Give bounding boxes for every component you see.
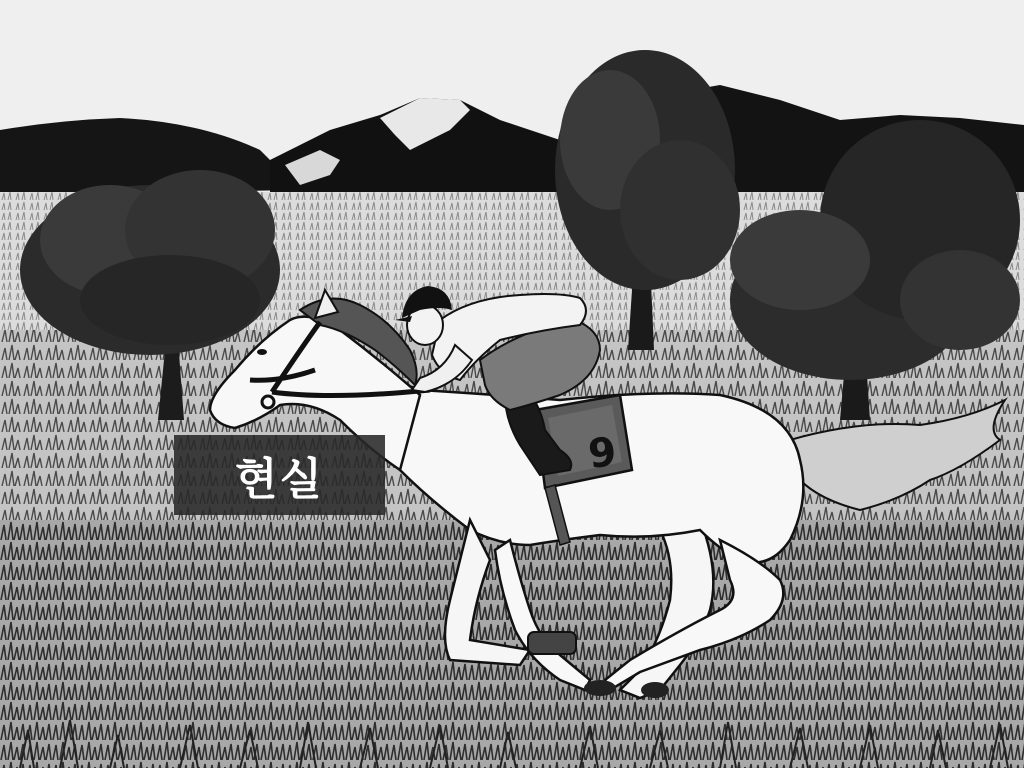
saddle-number: 9 (586, 429, 619, 478)
caption-text: 현실 (234, 454, 324, 505)
caption-label (174, 435, 385, 515)
